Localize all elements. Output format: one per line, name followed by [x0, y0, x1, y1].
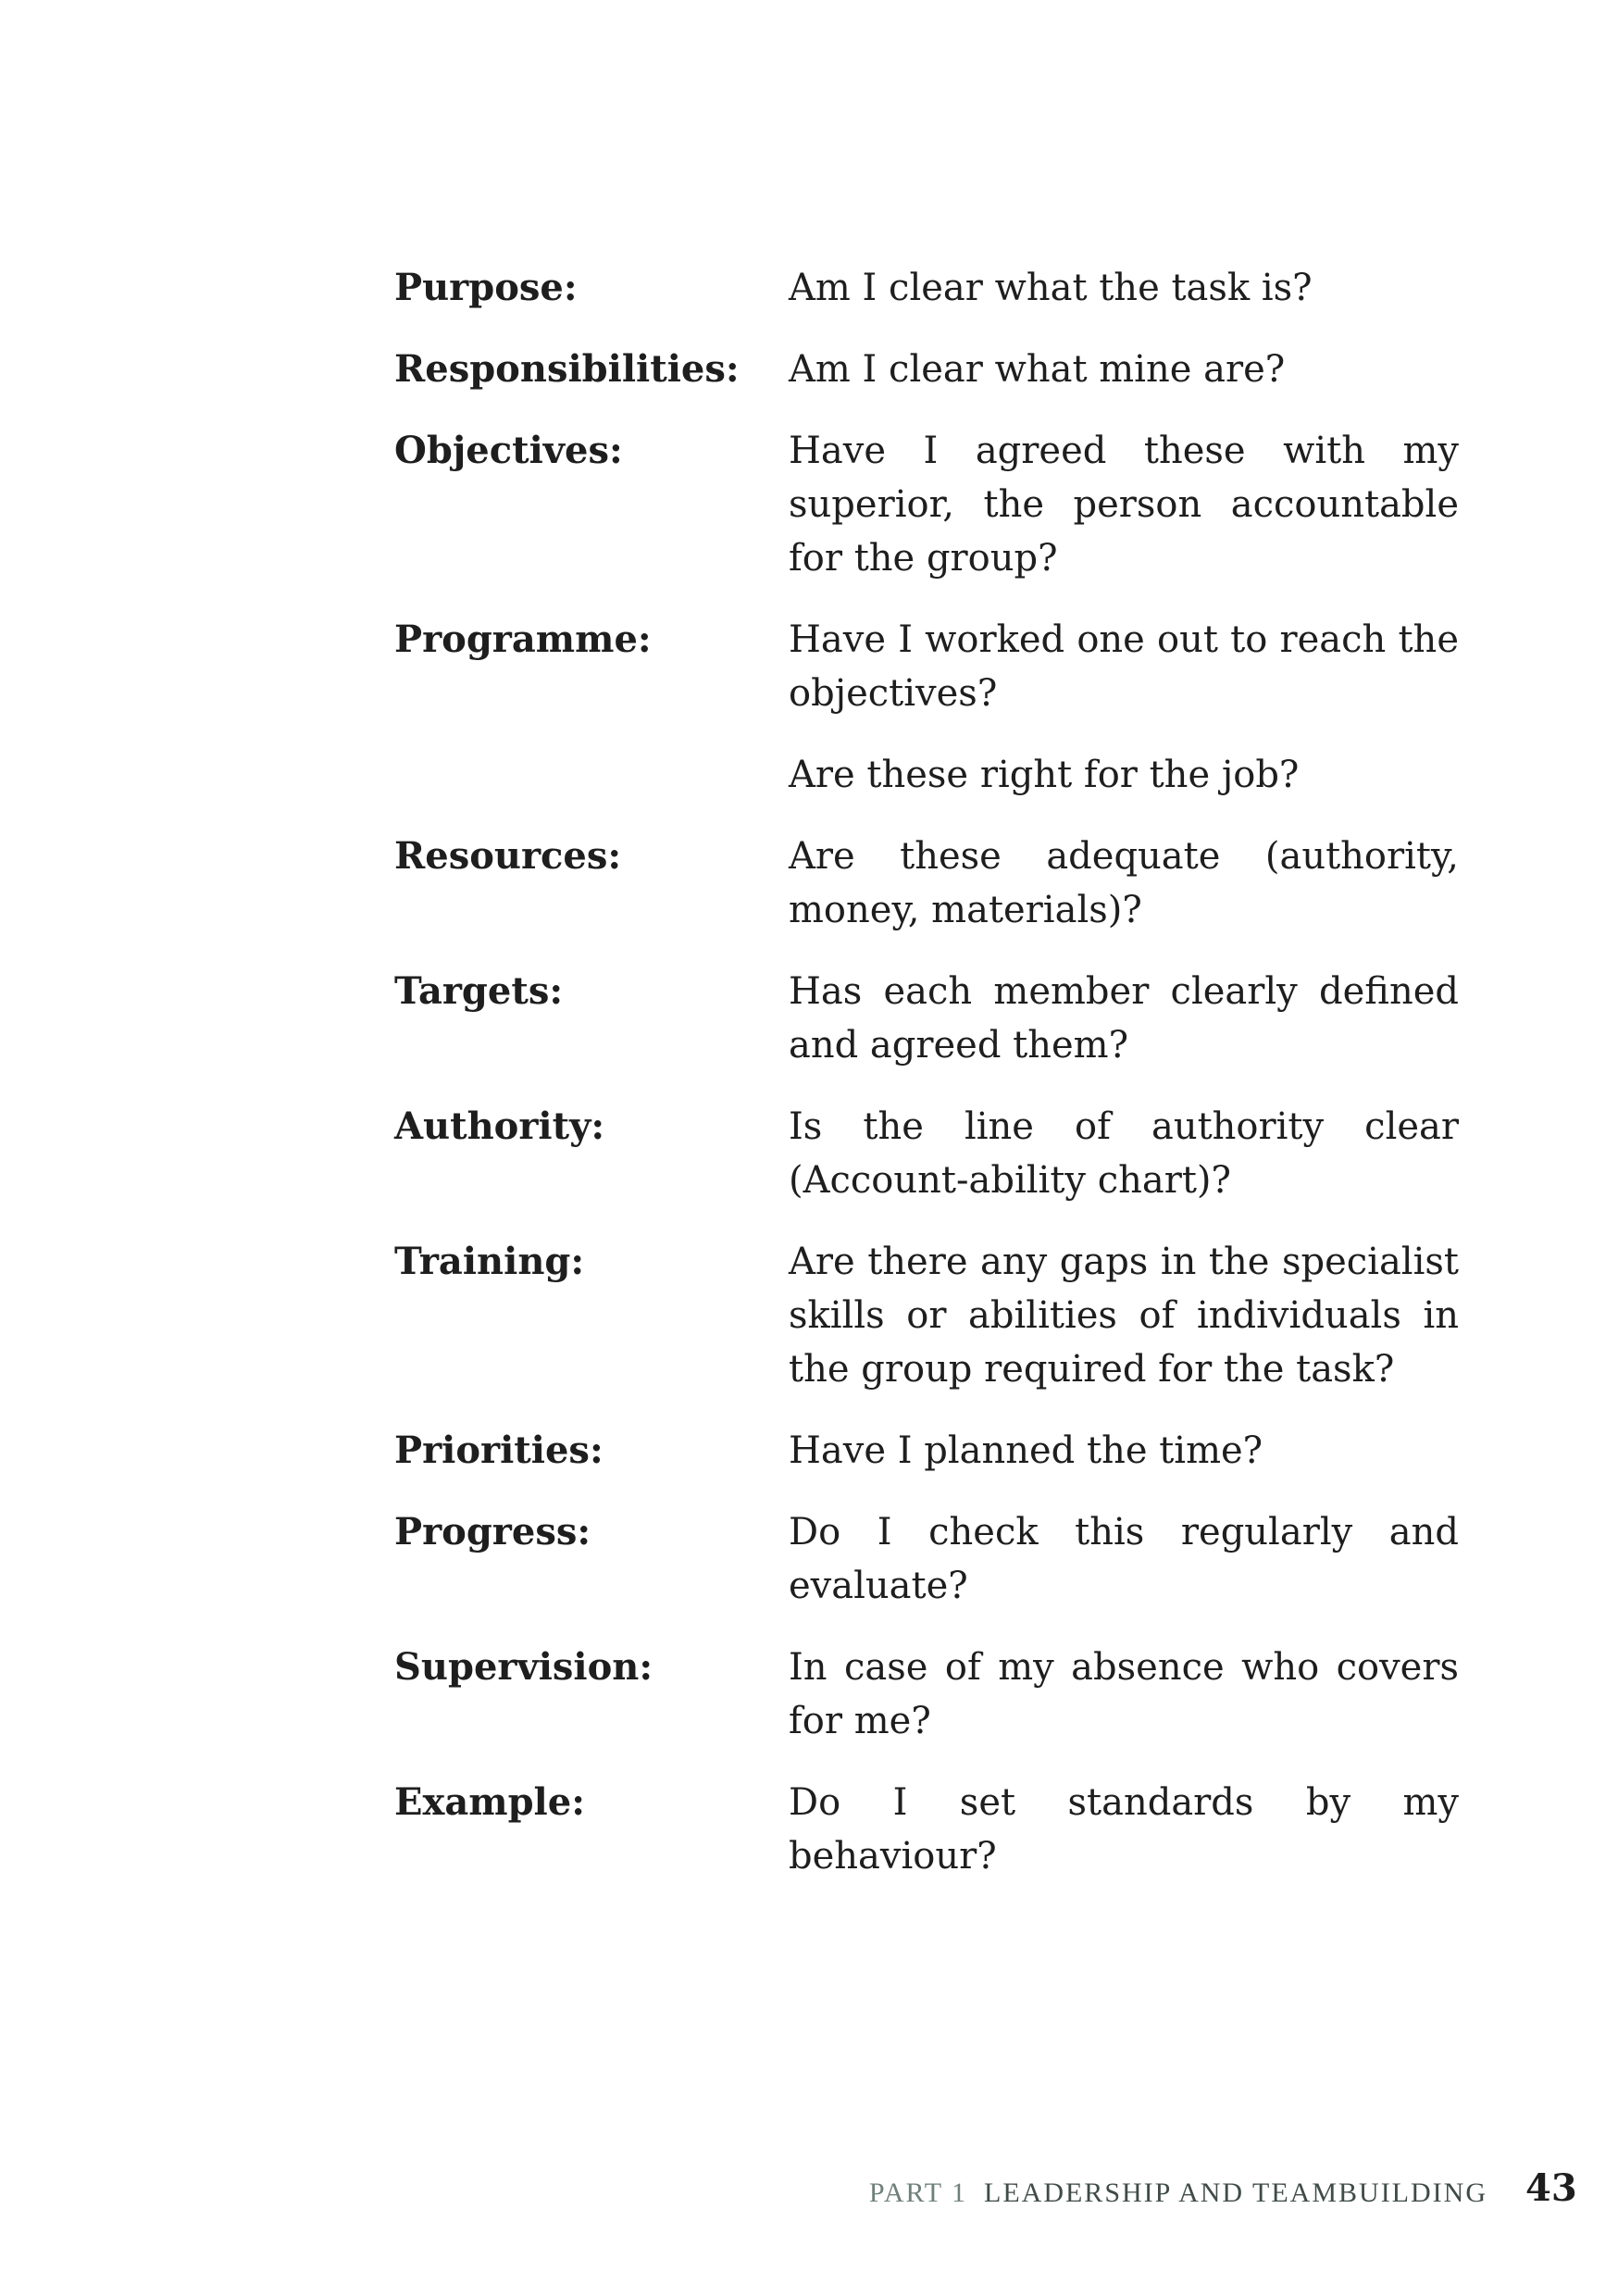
checklist-row: [394, 965, 1459, 1072]
checklist-question: Are these adequate (authority, money, materials)?: [789, 835, 1459, 931]
checklist-question: Do I check this regularly and evaluate?: [789, 1511, 1459, 1607]
checklist-term: Resources:: [394, 834, 622, 878]
page-footer: [0, 2163, 1618, 2218]
checklist-term: Targets:: [394, 969, 564, 1013]
checklist-question: Is the line of authority clear (Account-ability chart)?: [789, 1105, 1459, 1202]
checklist-term: Purpose:: [394, 266, 578, 309]
checklist-term: Programme:: [394, 618, 652, 661]
checklist-question: Have I agreed these with my superior, the person accountable for the group?: [789, 430, 1459, 580]
checklist-term: Progress:: [394, 1510, 591, 1554]
checklist-term: Objectives:: [394, 429, 623, 472]
checklist-row: [394, 1424, 1459, 1478]
checklist-row: [394, 1235, 1459, 1396]
checklist-question: Are these right for the job?: [789, 754, 1300, 796]
leadership-checklist: [394, 261, 1459, 1911]
checklist-term: [394, 748, 789, 802]
checklist-row: [394, 1505, 1459, 1613]
footer-part-label: PART 1: [868, 2177, 967, 2208]
checklist-question: Have I worked one out to reach the objectives?: [789, 618, 1459, 715]
checklist-row: [394, 613, 1459, 720]
checklist-row: [394, 1776, 1459, 1883]
checklist-question: Do I set standards by my behaviour?: [789, 1781, 1459, 1878]
checklist-question: Am I clear what mine are?: [789, 348, 1286, 391]
checklist-term: Supervision:: [394, 1645, 653, 1689]
checklist-row: [394, 1641, 1459, 1748]
checklist-question: In case of my absence who covers for me?: [789, 1646, 1459, 1742]
checklist-row: [394, 1100, 1459, 1207]
checklist-row: [394, 830, 1459, 937]
checklist-question: Are there any gaps in the specialist skills or abilities of individuals in the group required for the task?: [789, 1241, 1459, 1391]
checklist-question: Am I clear what the task is?: [789, 267, 1313, 309]
checklist-term: Authority:: [394, 1104, 605, 1148]
checklist-term: Priorities:: [394, 1429, 604, 1472]
checklist-term: Responsibilities:: [394, 347, 740, 391]
footer-section-title: LEADERSHIP AND TEAMBUILDING: [984, 2177, 1487, 2208]
page-number: 43: [1525, 2166, 1577, 2210]
checklist-row: [394, 748, 1459, 802]
checklist-row: [394, 261, 1459, 315]
checklist-term: Example:: [394, 1780, 585, 1824]
checklist-question: Has each member clearly defined and agreed them?: [789, 970, 1459, 1067]
checklist-question: Have I planned the time?: [789, 1429, 1263, 1472]
checklist-term: Training:: [394, 1240, 585, 1283]
checklist-row: [394, 424, 1459, 585]
checklist-row: [394, 343, 1459, 396]
